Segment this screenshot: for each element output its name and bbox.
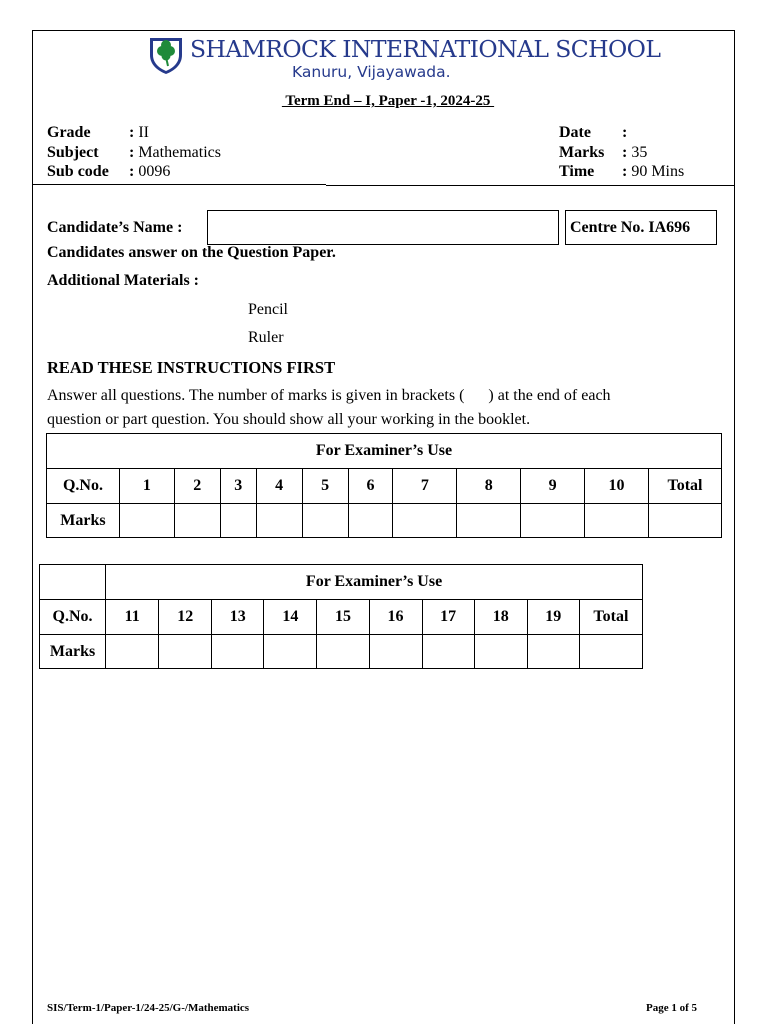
subcode-label: Sub code bbox=[47, 163, 109, 180]
grade-value: II bbox=[138, 124, 149, 141]
table1-qno-cell: 9 bbox=[521, 469, 585, 504]
header-divider-left bbox=[32, 184, 326, 185]
table2-marks-cell[interactable] bbox=[159, 635, 212, 669]
candidate-name-label: Candidate’s Name : bbox=[47, 219, 183, 236]
table2-marks-header: Marks bbox=[40, 635, 106, 669]
table1-qno-cell: 10 bbox=[585, 469, 649, 504]
table2-total-header: Total bbox=[579, 600, 642, 635]
table1-marks-cell[interactable] bbox=[256, 504, 302, 538]
colon: : bbox=[622, 143, 628, 161]
table1-qno-cell: 6 bbox=[348, 469, 393, 504]
table2-qno-cell: 13 bbox=[212, 600, 264, 635]
instruction-line-2: question or part question. You should show all your working in the booklet. bbox=[47, 411, 531, 428]
info-labels-right bbox=[559, 123, 604, 182]
table1-qno-cell: 3 bbox=[220, 469, 256, 504]
centre-number-box bbox=[565, 210, 717, 245]
info-values-left bbox=[129, 123, 221, 182]
marks-label: Marks bbox=[559, 143, 605, 161]
table1-marks-cell[interactable] bbox=[585, 504, 649, 538]
table2-qno-cell: 15 bbox=[317, 600, 369, 635]
table2-marks-cell[interactable] bbox=[579, 635, 642, 669]
table1-marks-cell[interactable] bbox=[393, 504, 457, 538]
subject-label: Subject bbox=[47, 143, 99, 161]
instructions-heading: READ THESE INSTRUCTIONS FIRST bbox=[47, 358, 336, 377]
date-label: Date bbox=[559, 124, 591, 141]
info-values-right bbox=[622, 123, 684, 182]
time-value: 90 Mins bbox=[631, 163, 685, 180]
material-item: Ruler bbox=[248, 329, 284, 346]
table2-marks-cell[interactable] bbox=[474, 635, 527, 669]
centre-number: Centre No. IA696 bbox=[570, 219, 691, 236]
subject-value: Mathematics bbox=[138, 143, 221, 161]
table2-qno-cell: 19 bbox=[527, 600, 579, 635]
table2-marks-cell[interactable] bbox=[369, 635, 422, 669]
table1-qno-cell: 5 bbox=[302, 469, 348, 504]
table1-marks-cell[interactable] bbox=[220, 504, 256, 538]
table2-marks-cell[interactable] bbox=[527, 635, 579, 669]
school-location: Kanuru, Vijayawada. bbox=[292, 63, 451, 81]
table2-corner-cell bbox=[40, 565, 106, 600]
table1-marks-cell[interactable] bbox=[521, 504, 585, 538]
shamrock-shield-icon bbox=[148, 35, 184, 75]
grade-label: Grade bbox=[47, 124, 91, 141]
exam-title: Term End – I, Paper -1, 2024-25 bbox=[281, 93, 495, 109]
table2-marks-cell[interactable] bbox=[422, 635, 474, 669]
table1-qno-cell: 4 bbox=[256, 469, 302, 504]
colon: : bbox=[129, 143, 135, 161]
table1-marks-cell[interactable] bbox=[174, 504, 220, 538]
colon: : bbox=[622, 163, 628, 180]
time-label: Time bbox=[559, 163, 595, 180]
table1-total-header: Total bbox=[648, 469, 721, 504]
table1-marks-header: Marks bbox=[47, 504, 120, 538]
instruction-line-1: Answer all questions. The number of marks is given in brackets ( ) at the end of each bbox=[47, 387, 611, 404]
table2-qno-header: Q.No. bbox=[40, 600, 106, 635]
colon: : bbox=[129, 163, 135, 180]
answer-instruction: Candidates answer on the Question Paper. bbox=[47, 244, 336, 261]
colon: : bbox=[622, 124, 628, 141]
footer-code: SIS/Term-1/Paper-1/24-25/G-/Mathematics bbox=[47, 1002, 250, 1014]
table1-qno-cell: 7 bbox=[393, 469, 457, 504]
examiner-table-1 bbox=[46, 433, 722, 538]
table2-marks-cell[interactable] bbox=[212, 635, 264, 669]
school-name: SHAMROCK INTERNATIONAL SCHOOL bbox=[190, 35, 661, 63]
table1-qno-cell: 2 bbox=[174, 469, 220, 504]
table1-qno-header: Q.No. bbox=[47, 469, 120, 504]
candidate-name-field[interactable] bbox=[207, 210, 559, 245]
table2-qno-cell: 16 bbox=[369, 600, 422, 635]
materials-label: Additional Materials : bbox=[47, 272, 199, 289]
footer-page-number: Page 1 of 5 bbox=[646, 1002, 698, 1014]
table1-marks-cell[interactable] bbox=[348, 504, 393, 538]
colon: : bbox=[129, 124, 135, 141]
table2-qno-cell: 18 bbox=[474, 600, 527, 635]
table1-marks-cell[interactable] bbox=[119, 504, 174, 538]
table1-marks-cell[interactable] bbox=[648, 504, 721, 538]
table2-qno-cell: 11 bbox=[106, 600, 159, 635]
subcode-value: 0096 bbox=[138, 163, 171, 180]
table2-qno-cell: 17 bbox=[422, 600, 474, 635]
table2-marks-cell[interactable] bbox=[317, 635, 369, 669]
table1-qno-cell: 1 bbox=[119, 469, 174, 504]
table1-caption: For Examiner’s Use bbox=[47, 434, 722, 469]
table2-marks-cell[interactable] bbox=[106, 635, 159, 669]
table2-qno-cell: 12 bbox=[159, 600, 212, 635]
table2-qno-cell: 14 bbox=[264, 600, 317, 635]
table1-qno-cell: 8 bbox=[457, 469, 521, 504]
school-header bbox=[148, 33, 661, 83]
examiner-table-2 bbox=[39, 564, 643, 669]
info-labels-left bbox=[47, 123, 109, 182]
table1-marks-cell[interactable] bbox=[302, 504, 348, 538]
header-divider-right bbox=[326, 185, 735, 186]
table2-caption: For Examiner’s Use bbox=[106, 565, 643, 600]
table1-marks-cell[interactable] bbox=[457, 504, 521, 538]
table2-marks-cell[interactable] bbox=[264, 635, 317, 669]
marks-value: 35 bbox=[631, 143, 648, 161]
material-item: Pencil bbox=[248, 301, 288, 318]
